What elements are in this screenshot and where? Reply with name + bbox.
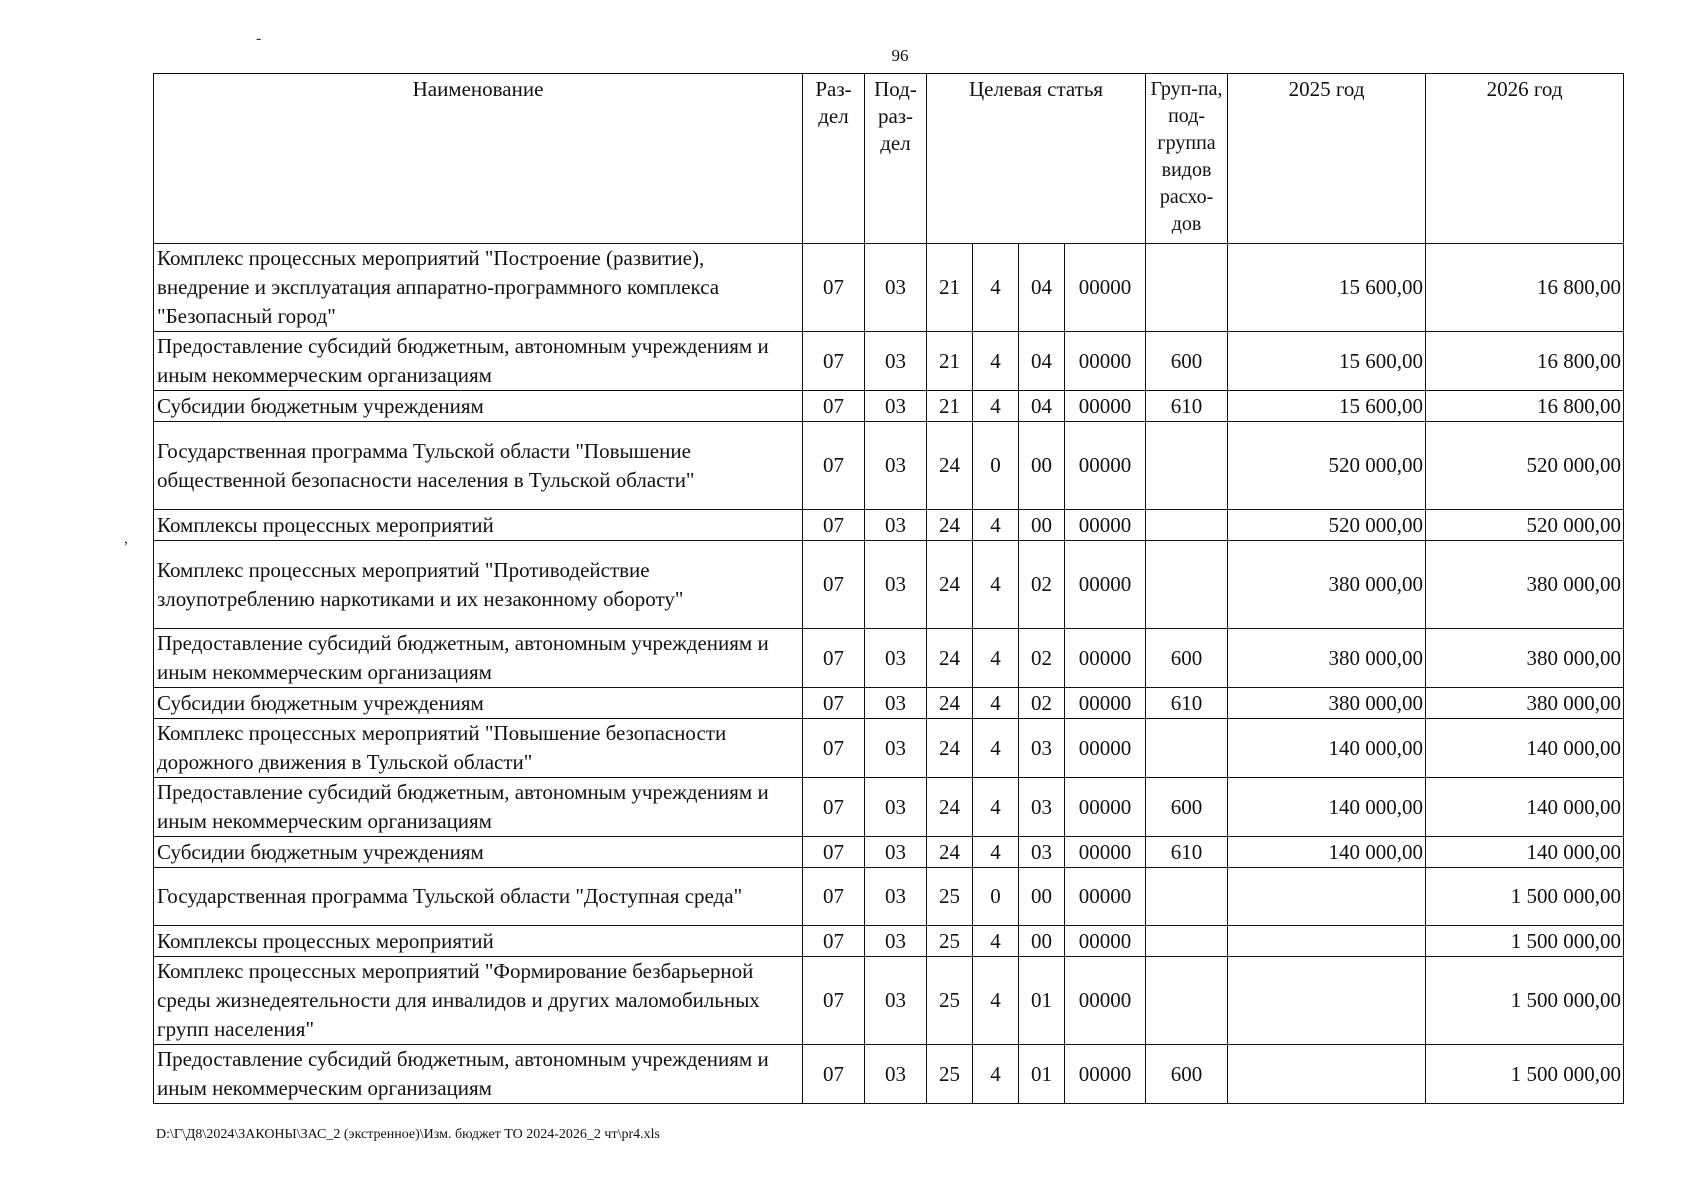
row-name: Комплекс процессных мероприятий "Повышение безопасности дорожного движения в Тульской области" [154,719,803,778]
row-amount-2025: 140 000,00 [1228,719,1426,778]
row-amount-2025: 380 000,00 [1228,629,1426,688]
header-subsection: Под-раз-дел [865,74,927,244]
row-target-complex: 03 [1019,778,1065,837]
row-section: 07 [803,688,865,719]
row-target-type: 0 [973,422,1019,510]
row-target-type: 4 [973,837,1019,868]
row-target-direction: 00000 [1065,422,1146,510]
row-expense-group [1146,868,1228,926]
row-amount-2026: 380 000,00 [1426,541,1624,629]
header-year-2025: 2025 год [1228,74,1426,244]
row-subsection: 03 [865,926,927,957]
row-amount-2025 [1228,868,1426,926]
row-amount-2025: 15 600,00 [1228,332,1426,391]
table-row [154,422,1624,510]
budget-table [153,73,1624,1104]
row-expense-group: 600 [1146,778,1228,837]
row-amount-2026: 1 500 000,00 [1426,868,1624,926]
row-section: 07 [803,926,865,957]
row-target-complex: 00 [1019,422,1065,510]
row-subsection: 03 [865,1045,927,1104]
table-row [154,868,1624,926]
row-target-complex: 02 [1019,688,1065,719]
row-amount-2025: 15 600,00 [1228,391,1426,422]
row-amount-2026: 520 000,00 [1426,422,1624,510]
table-row [154,510,1624,541]
row-target-complex: 00 [1019,926,1065,957]
table-row [154,629,1624,688]
row-expense-group [1146,719,1228,778]
row-target-program: 25 [927,926,973,957]
row-amount-2026: 16 800,00 [1426,391,1624,422]
row-subsection: 03 [865,778,927,837]
header-year-2026: 2026 год [1426,74,1624,244]
row-subsection: 03 [865,391,927,422]
row-amount-2025: 140 000,00 [1228,837,1426,868]
row-amount-2025: 380 000,00 [1228,541,1426,629]
row-amount-2025 [1228,926,1426,957]
row-target-type: 4 [973,719,1019,778]
row-amount-2026: 1 500 000,00 [1426,957,1624,1045]
row-name: Предоставление субсидий бюджетным, автономным учреждениям и иным некоммерческим организациям [154,1045,803,1104]
row-section: 07 [803,719,865,778]
row-target-program: 25 [927,868,973,926]
row-target-program: 24 [927,719,973,778]
row-target-direction: 00000 [1065,926,1146,957]
row-subsection: 03 [865,244,927,332]
row-name: Предоставление субсидий бюджетным, автономным учреждениям и иным некоммерческим организациям [154,332,803,391]
row-target-direction: 00000 [1065,837,1146,868]
row-target-type: 4 [973,541,1019,629]
row-amount-2025: 520 000,00 [1228,510,1426,541]
row-subsection: 03 [865,332,927,391]
row-amount-2026: 520 000,00 [1426,510,1624,541]
row-target-direction: 00000 [1065,541,1146,629]
row-target-direction: 00000 [1065,719,1146,778]
row-target-direction: 00000 [1065,778,1146,837]
row-subsection: 03 [865,837,927,868]
table-row [154,1045,1624,1104]
table-body [154,244,1624,1104]
row-target-complex: 04 [1019,244,1065,332]
header-section: Раз-дел [803,74,865,244]
row-target-type: 4 [973,688,1019,719]
row-target-complex: 01 [1019,957,1065,1045]
row-target-type: 4 [973,1045,1019,1104]
table-row [154,541,1624,629]
row-name: Комплекс процессных мероприятий "Противодействие злоупотреблению наркотиками и их незаконному обороту" [154,541,803,629]
row-expense-group: 600 [1146,629,1228,688]
row-target-complex: 04 [1019,391,1065,422]
row-section: 07 [803,541,865,629]
row-target-direction: 00000 [1065,868,1146,926]
row-subsection: 03 [865,541,927,629]
row-target-program: 24 [927,541,973,629]
row-expense-group [1146,541,1228,629]
row-amount-2026: 140 000,00 [1426,719,1624,778]
row-name: Комплекс процессных мероприятий "Формирование безбарьерной среды жизнедеятельности для инвалидов и других маломобильных групп населения" [154,957,803,1045]
row-expense-group: 600 [1146,1045,1228,1104]
header-name: Наименование [154,74,803,244]
row-target-complex: 01 [1019,1045,1065,1104]
row-amount-2025 [1228,1045,1426,1104]
row-amount-2026: 16 800,00 [1426,332,1624,391]
row-target-direction: 00000 [1065,510,1146,541]
row-name: Субсидии бюджетным учреждениям [154,391,803,422]
row-section: 07 [803,837,865,868]
page-number: 96 [891,46,909,65]
row-target-direction: 00000 [1065,244,1146,332]
row-target-type: 4 [973,629,1019,688]
row-expense-group: 610 [1146,391,1228,422]
row-name: Субсидии бюджетным учреждениям [154,837,803,868]
row-section: 07 [803,510,865,541]
row-target-program: 25 [927,957,973,1045]
row-amount-2026: 380 000,00 [1426,688,1624,719]
row-subsection: 03 [865,719,927,778]
table-row [154,391,1624,422]
row-section: 07 [803,391,865,422]
row-target-program: 24 [927,688,973,719]
row-target-complex: 02 [1019,629,1065,688]
row-name: Предоставление субсидий бюджетным, автономным учреждениям и иным некоммерческим организациям [154,629,803,688]
row-name: Комплексы процессных мероприятий [154,926,803,957]
row-section: 07 [803,1045,865,1104]
row-amount-2026: 1 500 000,00 [1426,926,1624,957]
table-row [154,926,1624,957]
row-target-program: 24 [927,837,973,868]
row-section: 07 [803,778,865,837]
row-section: 07 [803,629,865,688]
row-target-direction: 00000 [1065,688,1146,719]
row-target-type: 0 [973,868,1019,926]
row-subsection: 03 [865,629,927,688]
row-target-program: 21 [927,391,973,422]
row-target-type: 4 [973,926,1019,957]
row-target-direction: 00000 [1065,332,1146,391]
row-subsection: 03 [865,510,927,541]
row-name: Государственная программа Тульской области "Доступная среда" [154,868,803,926]
row-expense-group [1146,422,1228,510]
header-target-article: Целевая статья [927,74,1146,244]
scan-mark: - [256,30,262,47]
row-amount-2026: 16 800,00 [1426,244,1624,332]
row-subsection: 03 [865,422,927,510]
row-target-program: 21 [927,332,973,391]
row-target-type: 4 [973,510,1019,541]
row-expense-group: 610 [1146,837,1228,868]
row-amount-2026: 380 000,00 [1426,629,1624,688]
row-target-type: 4 [973,244,1019,332]
row-target-program: 24 [927,510,973,541]
footer-file-path: D:\Г\Д8\2024\ЗАКОНЫ\ЗАС_2 (экстренное)\Изм. бюджет ТО 2024-2026_2 чт\pr4.xls [156,1127,660,1142]
row-name: Комплекс процессных мероприятий "Построение (развитие), внедрение и эксплуатация аппаратно-программного комплекса "Безопасный город" [154,244,803,332]
row-amount-2026: 140 000,00 [1426,837,1624,868]
row-name: Комплексы процессных мероприятий [154,510,803,541]
row-amount-2025: 140 000,00 [1228,778,1426,837]
row-section: 07 [803,957,865,1045]
row-expense-group [1146,244,1228,332]
row-target-program: 25 [927,1045,973,1104]
row-name: Государственная программа Тульской области "Повышение общественной безопасности населения в Тульской области" [154,422,803,510]
row-target-program: 24 [927,422,973,510]
table-row [154,778,1624,837]
row-expense-group: 600 [1146,332,1228,391]
table-row [154,957,1624,1045]
table-row [154,332,1624,391]
row-amount-2025: 15 600,00 [1228,244,1426,332]
row-subsection: 03 [865,868,927,926]
row-amount-2025 [1228,957,1426,1045]
row-target-direction: 00000 [1065,391,1146,422]
row-expense-group [1146,926,1228,957]
row-amount-2025: 380 000,00 [1228,688,1426,719]
scan-mark: , [124,530,128,547]
row-target-direction: 00000 [1065,1045,1146,1104]
row-target-type: 4 [973,391,1019,422]
table-row [154,837,1624,868]
row-target-complex: 00 [1019,510,1065,541]
row-section: 07 [803,868,865,926]
table-header-row [154,74,1624,244]
row-target-type: 4 [973,332,1019,391]
row-name: Субсидии бюджетным учреждениям [154,688,803,719]
row-target-direction: 00000 [1065,629,1146,688]
row-target-program: 21 [927,244,973,332]
row-target-direction: 00000 [1065,957,1146,1045]
row-expense-group: 610 [1146,688,1228,719]
row-amount-2025: 520 000,00 [1228,422,1426,510]
row-subsection: 03 [865,688,927,719]
row-expense-group [1146,510,1228,541]
row-section: 07 [803,422,865,510]
table-row [154,244,1624,332]
row-expense-group [1146,957,1228,1045]
row-target-complex: 04 [1019,332,1065,391]
row-amount-2026: 140 000,00 [1426,778,1624,837]
row-amount-2026: 1 500 000,00 [1426,1045,1624,1104]
row-target-complex: 03 [1019,719,1065,778]
row-subsection: 03 [865,957,927,1045]
row-target-program: 24 [927,629,973,688]
row-target-complex: 02 [1019,541,1065,629]
table-row [154,688,1624,719]
row-target-type: 4 [973,957,1019,1045]
row-name: Предоставление субсидий бюджетным, автономным учреждениям и иным некоммерческим организациям [154,778,803,837]
header-expense-group: Груп-па, под-группа видов расхо-дов [1146,74,1228,244]
row-section: 07 [803,332,865,391]
row-target-program: 24 [927,778,973,837]
row-target-type: 4 [973,778,1019,837]
table-row [154,719,1624,778]
row-target-complex: 00 [1019,868,1065,926]
row-section: 07 [803,244,865,332]
row-target-complex: 03 [1019,837,1065,868]
